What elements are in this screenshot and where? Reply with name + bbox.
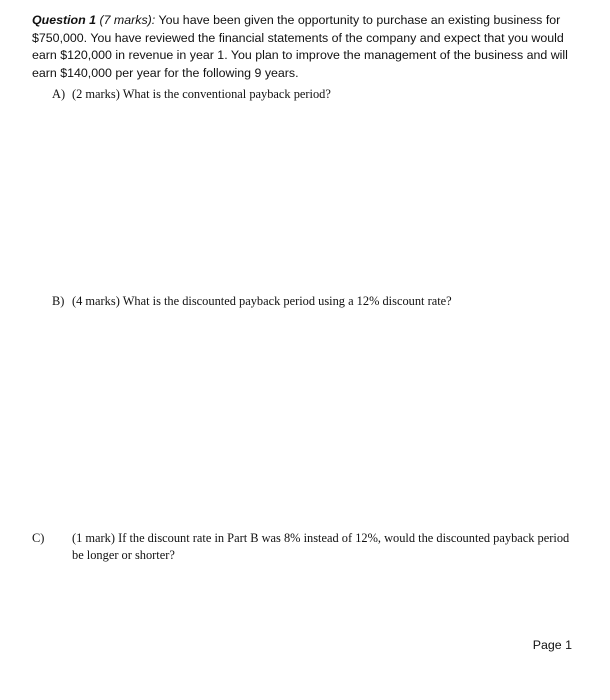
question-text: You have been given the opportunity to purchase an existing business for $750,000. You have reviewed the financial statements of the company and expect that you would earn $120,000 in revenue in year 1. You plan to improve the management of the business and will earn $140,000 per year for the following 9 years. (32, 13, 568, 80)
part-a-text: (2 marks) What is the conventional payback period? (72, 87, 331, 101)
part-c (32, 530, 582, 563)
question-intro (32, 12, 580, 82)
part-c-letter: C) (32, 531, 45, 545)
part-a (52, 86, 572, 103)
part-b (52, 293, 572, 310)
part-a-letter: A) (52, 87, 66, 101)
page-number: Page 1 (532, 638, 572, 652)
question-title: Question 1 (32, 13, 97, 27)
part-b-letter: B) (52, 294, 65, 308)
question-marks: (7 marks): (96, 13, 156, 27)
part-c-text: (1 mark) If the discount rate in Part B was 8% instead of 12%, would the discounted payback period be longer or shorter? (72, 531, 570, 562)
part-b-text: (4 marks) What is the discounted payback period using a 12% discount rate? (72, 294, 452, 308)
